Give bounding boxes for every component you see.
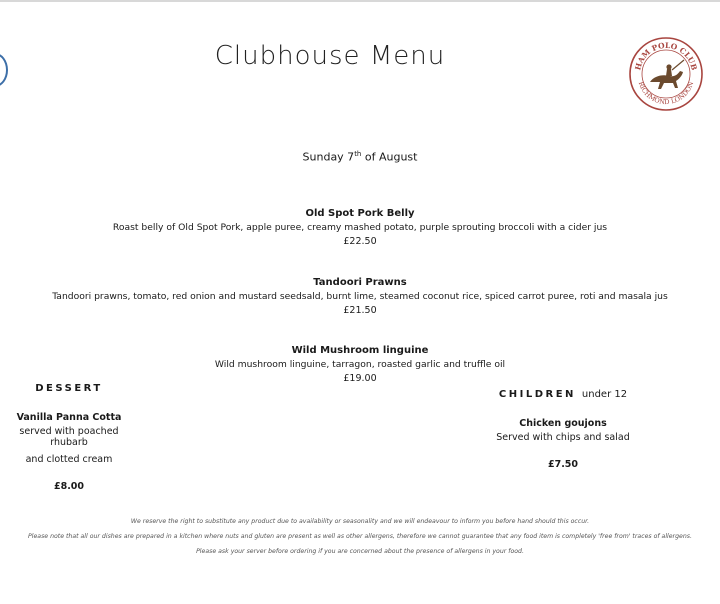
menu-date: Sunday 7th of August (302, 150, 418, 164)
dish-name: Old Spot Pork Belly (305, 208, 415, 219)
dish-price: £22.50 (343, 236, 377, 247)
menu-item (0, 208, 720, 247)
dessert-heading: DESSERT (35, 383, 103, 394)
children-dish-name: Chicken goujons (519, 418, 607, 429)
menu-item (0, 345, 720, 384)
logo-top-text: HAM POLO CLUB (633, 40, 699, 72)
footer-note: We reserve the right to substitute any product due to availability or seasonality and we will endeavour to inform you before hand should this occur. (130, 518, 590, 525)
dish-description: Tandoori prawns, tomato, red onion and mustard seedsald, burnt lime, steamed coconut rice, spiced carrot puree, roti and masala jus (52, 291, 668, 302)
menu-item (0, 277, 720, 316)
dish-name: Wild Mushroom linguine (291, 345, 429, 356)
dessert-description-line: and clotted cream (25, 454, 113, 465)
circle-badge-icon (0, 53, 8, 87)
children-dish-description: Served with chips and salad (496, 432, 630, 443)
polo-player-icon (650, 60, 684, 89)
dessert-section (0, 383, 138, 492)
footer-note: Please ask your server before ordering if you are concerned about the presence of allergens in your food. (196, 548, 524, 555)
dish-name: Tandoori Prawns (313, 277, 407, 288)
polo-club-logo (628, 36, 704, 112)
dessert-name: Vanilla Panna Cotta (16, 412, 122, 423)
dessert-description-line: served with poached rhubarb (19, 426, 119, 448)
page-title: Clubhouse Menu (214, 41, 446, 71)
dish-description: Roast belly of Old Spot Pork, apple puree, creamy mashed potato, purple sprouting broccoli with a cider jus (112, 222, 608, 233)
top-border (0, 0, 720, 2)
children-price: £7.50 (547, 459, 579, 470)
children-section (488, 389, 638, 470)
footer-note: Please note that all our dishes are prepared in a kitchen where nuts and gluten are present as well as other allergens, therefore we cannot guarantee that any food item is completely 'free from' traces of allergens. (28, 533, 692, 540)
dish-price: £19.00 (343, 373, 377, 384)
dish-price: £21.50 (343, 305, 377, 316)
dessert-price: £8.00 (53, 481, 85, 492)
logo-bottom-text: RICHMOND LONDON (636, 80, 696, 107)
dish-description: Wild mushroom linguine, tarragon, roasted garlic and truffle oil (214, 359, 506, 370)
children-heading: CHILDREN under 12 (498, 389, 628, 400)
